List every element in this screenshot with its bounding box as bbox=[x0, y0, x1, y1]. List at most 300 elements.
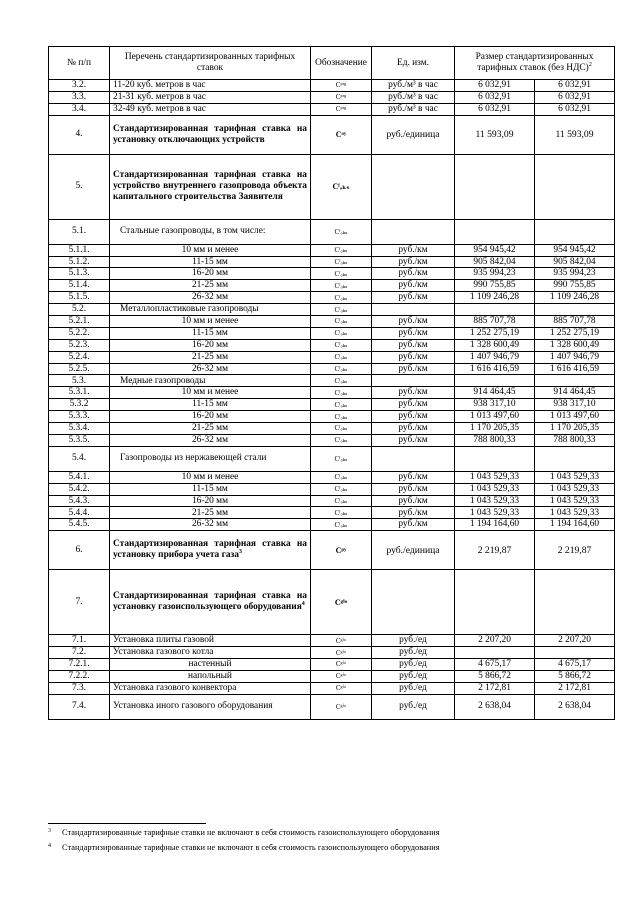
row-value-2: 1 043 529,33 bbox=[535, 495, 615, 507]
row-number: 5.4. bbox=[49, 446, 110, 471]
row-value-2: 1 043 529,33 bbox=[535, 483, 615, 495]
footnote-text: Стандартизированные тарифные ставки не включают в себя стоимость газоиспользующего оборудования bbox=[62, 828, 440, 837]
row-number: 5.1.5. bbox=[49, 292, 110, 304]
row-value-2: 6 032,91 bbox=[535, 103, 615, 115]
row-name bbox=[110, 423, 311, 435]
row-number: 7.1. bbox=[49, 635, 110, 647]
row-name-text: 16-20 мм bbox=[191, 495, 229, 506]
row-designation: Cᶠₒₖₛ bbox=[311, 471, 372, 483]
table-row bbox=[49, 316, 615, 328]
table-row bbox=[49, 423, 615, 435]
row-unit: руб./км bbox=[372, 339, 455, 351]
header-designation: Обозначение bbox=[311, 47, 372, 80]
table-row bbox=[49, 154, 615, 219]
row-number: 3.4. bbox=[49, 103, 110, 115]
table-row bbox=[49, 694, 615, 719]
row-value-1 bbox=[455, 375, 535, 387]
row-number: 5.2.3. bbox=[49, 339, 110, 351]
row-name bbox=[110, 363, 311, 375]
row-number: 5.2.4. bbox=[49, 351, 110, 363]
row-value-2: 938 317,10 bbox=[535, 399, 615, 411]
row-value-1: 1 043 529,33 bbox=[455, 471, 535, 483]
table-row bbox=[49, 411, 615, 423]
row-number: 5.4.5. bbox=[49, 519, 110, 531]
table-header-row bbox=[49, 47, 615, 80]
row-unit: руб./км bbox=[372, 292, 455, 304]
table-row bbox=[49, 495, 615, 507]
row-name-text: 10 мм и менее bbox=[181, 244, 239, 255]
row-unit bbox=[372, 154, 455, 219]
row-designation: Cᵒʸ bbox=[311, 115, 372, 154]
row-designation: Cᵍⁱᵒ bbox=[311, 635, 372, 647]
row-name bbox=[110, 635, 311, 647]
row-value-2 bbox=[535, 647, 615, 659]
row-name bbox=[110, 670, 311, 682]
row-value-1: 905 842,04 bbox=[455, 256, 535, 268]
row-unit: руб./ед bbox=[372, 682, 455, 694]
row-designation: Cᶠₒₖₛ bbox=[311, 495, 372, 507]
table-row bbox=[49, 375, 615, 387]
row-designation: Cᶠₒₖₛ bbox=[311, 316, 372, 328]
row-value-1: 1 043 529,33 bbox=[455, 495, 535, 507]
row-number: 7.2.1. bbox=[49, 659, 110, 671]
row-unit: руб./км bbox=[372, 423, 455, 435]
row-value-1: 6 032,91 bbox=[455, 103, 535, 115]
row-designation: Cᶠₒₖₛ bbox=[311, 256, 372, 268]
row-designation: Cᶠₒₖₛ bbox=[311, 411, 372, 423]
row-name-text: 10 мм и менее bbox=[181, 471, 239, 482]
row-number: 5.4.3. bbox=[49, 495, 110, 507]
table-row bbox=[49, 219, 615, 244]
row-number: 5.4.2. bbox=[49, 483, 110, 495]
row-name bbox=[110, 351, 311, 363]
row-value-1 bbox=[455, 647, 535, 659]
row-name bbox=[110, 316, 311, 328]
footnote-mark: 3 bbox=[239, 549, 242, 556]
row-designation: Cᵖʳᵍ bbox=[311, 103, 372, 115]
table-row bbox=[49, 80, 615, 92]
row-designation: Cᶠₒₖₛ bbox=[311, 280, 372, 292]
row-number: 5.2.2. bbox=[49, 327, 110, 339]
header-size bbox=[455, 47, 615, 80]
row-value-2: 2 172,81 bbox=[535, 682, 615, 694]
row-value-2: 1 328 600,49 bbox=[535, 339, 615, 351]
row-name-text: 16-20 мм bbox=[191, 339, 229, 350]
table-row bbox=[49, 268, 615, 280]
row-name-text: 21-25 мм bbox=[191, 280, 229, 291]
row-name-text: 10 мм и менее bbox=[181, 387, 239, 398]
row-value-2: 954 945,42 bbox=[535, 244, 615, 256]
table-row bbox=[49, 647, 615, 659]
row-value-2: 935 994,23 bbox=[535, 268, 615, 280]
row-name-text: 11-15 мм bbox=[192, 399, 228, 410]
row-value-2: 5 866,72 bbox=[535, 670, 615, 682]
table-row bbox=[49, 339, 615, 351]
table-row bbox=[49, 682, 615, 694]
table-row bbox=[49, 91, 615, 103]
row-number: 3.2. bbox=[49, 80, 110, 92]
row-unit: руб./км bbox=[372, 280, 455, 292]
row-number: 5.1.1. bbox=[49, 244, 110, 256]
row-number: 3.3. bbox=[49, 91, 110, 103]
row-designation: Cᶠₒₖₛ bbox=[311, 244, 372, 256]
row-value-1: 938 317,10 bbox=[455, 399, 535, 411]
row-unit: руб./м³ в час bbox=[372, 91, 455, 103]
row-unit: руб./ед bbox=[372, 694, 455, 719]
table-row bbox=[49, 531, 615, 570]
row-name-text: 21-25 мм bbox=[191, 507, 229, 518]
row-designation: Cᶠₒₖₛ bbox=[311, 363, 372, 375]
row-number: 5.3.5. bbox=[49, 434, 110, 446]
row-designation: Cᵍⁱᵒ bbox=[311, 659, 372, 671]
row-number: 7. bbox=[49, 570, 110, 635]
row-name bbox=[110, 570, 311, 635]
row-designation: Cᶠₒₖₛ bbox=[311, 387, 372, 399]
row-unit: руб./км bbox=[372, 316, 455, 328]
row-value-2: 914 464,45 bbox=[535, 387, 615, 399]
table-row bbox=[49, 304, 615, 316]
row-name bbox=[110, 103, 311, 115]
row-unit: руб./км bbox=[372, 327, 455, 339]
row-name bbox=[110, 471, 311, 483]
table-row bbox=[49, 635, 615, 647]
row-value-1: 6 032,91 bbox=[455, 91, 535, 103]
row-name bbox=[110, 327, 311, 339]
row-number: 5.2. bbox=[49, 304, 110, 316]
row-value-1: 2 638,04 bbox=[455, 694, 535, 719]
row-value-2: 2 207,20 bbox=[535, 635, 615, 647]
row-value-1: 1 407 946,79 bbox=[455, 351, 535, 363]
row-number: 5.3.1. bbox=[49, 387, 110, 399]
row-name bbox=[110, 304, 311, 316]
row-unit: руб./м³ в час bbox=[372, 80, 455, 92]
row-designation: Cᶠₒₖₛ bbox=[311, 399, 372, 411]
row-designation: Cᶠₒₖₛ bbox=[311, 154, 372, 219]
row-designation: Cᶠₒₖₛ bbox=[311, 339, 372, 351]
row-name-text: 21-31 куб. метров в час bbox=[113, 91, 206, 102]
row-unit: руб./км bbox=[372, 351, 455, 363]
row-number: 7.2. bbox=[49, 647, 110, 659]
row-unit: руб./км bbox=[372, 363, 455, 375]
row-value-1: 4 675,17 bbox=[455, 659, 535, 671]
row-name bbox=[110, 375, 311, 387]
row-value-2: 1 170 205,35 bbox=[535, 423, 615, 435]
row-value-1: 954 945,42 bbox=[455, 244, 535, 256]
row-value-2: 1 043 529,33 bbox=[535, 507, 615, 519]
row-value-1: 1 328 600,49 bbox=[455, 339, 535, 351]
row-value-1 bbox=[455, 304, 535, 316]
row-value-1: 1 013 497,60 bbox=[455, 411, 535, 423]
table-row bbox=[49, 659, 615, 671]
row-value-2 bbox=[535, 154, 615, 219]
row-name-text: 16-20 мм bbox=[191, 268, 229, 279]
table-row bbox=[49, 434, 615, 446]
row-unit: руб./м³ в час bbox=[372, 103, 455, 115]
row-name-text: 32-49 куб. метров в час bbox=[113, 103, 206, 114]
row-number: 5.2.1. bbox=[49, 316, 110, 328]
row-name-text: 21-25 мм bbox=[191, 423, 229, 434]
row-value-2 bbox=[535, 570, 615, 635]
row-name-text: Газопроводы из нержавеющей стали bbox=[120, 453, 267, 464]
row-name bbox=[110, 519, 311, 531]
row-value-1: 5 866,72 bbox=[455, 670, 535, 682]
row-designation: Cᶠₒₖₛ bbox=[311, 292, 372, 304]
row-value-1 bbox=[455, 154, 535, 219]
row-number: 5.1.3. bbox=[49, 268, 110, 280]
row-value-1 bbox=[455, 570, 535, 635]
row-value-2: 1 252 275,19 bbox=[535, 327, 615, 339]
header-name: Перечень стандартизированных тарифных ставок bbox=[110, 47, 311, 80]
row-name-text: напольный bbox=[188, 670, 232, 681]
row-name bbox=[110, 80, 311, 92]
row-name-text: настенный bbox=[188, 659, 232, 670]
row-unit bbox=[372, 375, 455, 387]
row-designation: Cᶠₒₖₛ bbox=[311, 507, 372, 519]
row-name bbox=[110, 91, 311, 103]
row-unit: руб./км bbox=[372, 256, 455, 268]
row-value-2: 990 755,85 bbox=[535, 280, 615, 292]
row-number: 5.3.3. bbox=[49, 411, 110, 423]
row-value-2: 905 842,04 bbox=[535, 256, 615, 268]
row-designation: Cᶠₒₖₛ bbox=[311, 483, 372, 495]
row-name bbox=[110, 115, 311, 154]
row-name-text: 21-25 мм bbox=[191, 351, 229, 362]
row-number: 5.3.2 bbox=[49, 399, 110, 411]
row-value-1: 11 593,09 bbox=[455, 115, 535, 154]
row-unit: руб./км bbox=[372, 399, 455, 411]
row-name bbox=[110, 399, 311, 411]
row-name-text: Медные газопроводы bbox=[120, 375, 206, 386]
row-value-1 bbox=[455, 219, 535, 244]
row-value-1: 6 032,91 bbox=[455, 80, 535, 92]
row-value-2: 1 616 416,59 bbox=[535, 363, 615, 375]
row-value-1: 2 219,87 bbox=[455, 531, 535, 570]
table-row bbox=[49, 519, 615, 531]
row-name bbox=[110, 268, 311, 280]
row-designation: Cᵍⁱᵒ bbox=[311, 670, 372, 682]
row-number: 5.4.1. bbox=[49, 471, 110, 483]
row-unit: руб./км bbox=[372, 268, 455, 280]
header-size-footnote-mark: 2 bbox=[588, 61, 592, 68]
row-name-text: Установка газового котла bbox=[113, 647, 214, 658]
tariff-table bbox=[48, 46, 615, 720]
row-unit: руб./км bbox=[372, 411, 455, 423]
row-value-1: 788 800,33 bbox=[455, 434, 535, 446]
row-name-text: Установка плиты газовой bbox=[113, 635, 214, 646]
table-row bbox=[49, 256, 615, 268]
footnote-mark: 4 bbox=[301, 601, 305, 608]
row-unit bbox=[372, 304, 455, 316]
row-unit: руб./ед bbox=[372, 670, 455, 682]
row-value-1: 1 043 529,33 bbox=[455, 483, 535, 495]
row-value-1: 990 755,85 bbox=[455, 280, 535, 292]
row-name-text: Стальные газопроводы, в том числе: bbox=[120, 226, 266, 237]
row-name bbox=[110, 434, 311, 446]
row-unit: руб./км bbox=[372, 434, 455, 446]
row-value-1: 2 172,81 bbox=[455, 682, 535, 694]
row-value-1: 1 252 275,19 bbox=[455, 327, 535, 339]
row-unit: руб./км bbox=[372, 495, 455, 507]
table-row bbox=[49, 471, 615, 483]
row-name-text: 11-15 мм bbox=[192, 327, 228, 338]
row-unit: руб./км bbox=[372, 483, 455, 495]
row-unit: руб./единица bbox=[372, 531, 455, 570]
row-designation: Cᶠₒₖₛ bbox=[311, 219, 372, 244]
row-number: 6. bbox=[49, 531, 110, 570]
table-row bbox=[49, 507, 615, 519]
row-unit: руб./км bbox=[372, 244, 455, 256]
row-number: 5.4.4. bbox=[49, 507, 110, 519]
row-number: 5.2.5. bbox=[49, 363, 110, 375]
footnote-separator bbox=[48, 823, 206, 824]
row-value-1: 885 707,78 bbox=[455, 316, 535, 328]
footnote-3 bbox=[48, 828, 440, 837]
row-name-text: Стандартизированная тарифная ставка на установку прибора учета газа bbox=[113, 539, 307, 561]
row-name bbox=[110, 659, 311, 671]
row-value-2: 2 219,87 bbox=[535, 531, 615, 570]
row-designation: Cᶠₒₖₛ bbox=[311, 351, 372, 363]
row-name bbox=[110, 219, 311, 244]
table-row bbox=[49, 363, 615, 375]
row-unit: руб./ед bbox=[372, 635, 455, 647]
row-value-2: 6 032,91 bbox=[535, 91, 615, 103]
row-name bbox=[110, 256, 311, 268]
row-number: 5. bbox=[49, 154, 110, 219]
row-name bbox=[110, 244, 311, 256]
row-designation: Cᵍⁱᵒ bbox=[311, 682, 372, 694]
row-value-1 bbox=[455, 446, 535, 471]
table-row bbox=[49, 351, 615, 363]
row-value-2 bbox=[535, 219, 615, 244]
row-designation: Cᵖʸ bbox=[311, 531, 372, 570]
row-value-1: 1 170 205,35 bbox=[455, 423, 535, 435]
row-number: 7.2.2. bbox=[49, 670, 110, 682]
row-name-text: Установка иного газового оборудования bbox=[113, 701, 273, 712]
row-value-2: 1 013 497,60 bbox=[535, 411, 615, 423]
row-unit: руб./км bbox=[372, 519, 455, 531]
row-number: 5.1.4. bbox=[49, 280, 110, 292]
row-value-2 bbox=[535, 375, 615, 387]
row-unit: руб./единица bbox=[372, 115, 455, 154]
row-designation: Cᵍⁱᵒ bbox=[311, 570, 372, 635]
footnote-text: Стандартизированные тарифные ставки не включают в себя стоимость газоиспользующего оборудования bbox=[62, 843, 440, 852]
row-unit bbox=[372, 446, 455, 471]
row-designation: Cᶠₒₖₛ bbox=[311, 268, 372, 280]
row-name bbox=[110, 694, 311, 719]
row-value-2: 1 194 164,60 bbox=[535, 519, 615, 531]
row-designation: Cᶠₒₖₛ bbox=[311, 446, 372, 471]
row-designation: Cᵍⁱᵒ bbox=[311, 694, 372, 719]
row-designation: Cᶠₒₖₛ bbox=[311, 423, 372, 435]
row-name bbox=[110, 483, 311, 495]
row-name-text: 26-32 мм bbox=[191, 363, 229, 374]
row-name bbox=[110, 280, 311, 292]
row-name bbox=[110, 411, 311, 423]
table-row bbox=[49, 670, 615, 682]
footnote-mark: 3 bbox=[48, 828, 51, 834]
row-name-text: 11-20 куб. метров в час bbox=[113, 80, 206, 91]
row-name bbox=[110, 292, 311, 304]
row-value-1: 1 109 246,28 bbox=[455, 292, 535, 304]
row-designation: Cᶠₒₖₛ bbox=[311, 519, 372, 531]
row-designation: Cᶠₒₖₛ bbox=[311, 375, 372, 387]
row-name bbox=[110, 495, 311, 507]
row-value-1: 1 194 164,60 bbox=[455, 519, 535, 531]
row-name bbox=[110, 339, 311, 351]
row-value-2 bbox=[535, 304, 615, 316]
row-designation: Cᵖʳᵍ bbox=[311, 91, 372, 103]
row-number: 5.3. bbox=[49, 375, 110, 387]
row-unit: руб./ед bbox=[372, 647, 455, 659]
row-name bbox=[110, 387, 311, 399]
row-name-text: 26-32 мм bbox=[191, 434, 229, 445]
row-designation: Cᶠₒₖₛ bbox=[311, 304, 372, 316]
row-designation: Cᵍⁱᵒ bbox=[311, 647, 372, 659]
row-value-2: 885 707,78 bbox=[535, 316, 615, 328]
row-value-1: 1 043 529,33 bbox=[455, 507, 535, 519]
row-value-1: 935 994,23 bbox=[455, 268, 535, 280]
table-row bbox=[49, 327, 615, 339]
row-designation: Cᶠₒₖₛ bbox=[311, 327, 372, 339]
row-value-1: 914 464,45 bbox=[455, 387, 535, 399]
row-unit bbox=[372, 570, 455, 635]
row-name bbox=[110, 154, 311, 219]
row-name-text: Стандартизированная тарифная ставка на установку газоиспользующего оборудования bbox=[113, 591, 307, 613]
row-value-2: 1 109 246,28 bbox=[535, 292, 615, 304]
row-name-text: 10 мм и менее bbox=[181, 316, 239, 327]
header-num: № п/п bbox=[49, 47, 110, 80]
row-value-2 bbox=[535, 446, 615, 471]
table-row bbox=[49, 244, 615, 256]
row-value-2: 4 675,17 bbox=[535, 659, 615, 671]
header-size-text: Размер стандартизированных тарифных ставок (без НДС) bbox=[475, 52, 594, 73]
row-number: 7.4. bbox=[49, 694, 110, 719]
row-value-2: 788 800,33 bbox=[535, 434, 615, 446]
row-name-text: Стандартизированная тарифная ставка на установку отключающих устройств bbox=[113, 123, 307, 145]
row-name bbox=[110, 531, 311, 570]
row-name bbox=[110, 446, 311, 471]
row-value-1: 2 207,20 bbox=[455, 635, 535, 647]
row-value-2: 2 638,04 bbox=[535, 694, 615, 719]
row-unit: руб./ед bbox=[372, 659, 455, 671]
row-unit: руб./км bbox=[372, 507, 455, 519]
row-name-text: 11-15 мм bbox=[192, 256, 228, 267]
row-number: 5.3.4. bbox=[49, 423, 110, 435]
row-number: 5.1.2. bbox=[49, 256, 110, 268]
table-row bbox=[49, 570, 615, 635]
row-name bbox=[110, 507, 311, 519]
row-unit: руб./км bbox=[372, 387, 455, 399]
header-unit: Ед. изм. bbox=[372, 47, 455, 80]
table-row bbox=[49, 292, 615, 304]
table-row bbox=[49, 387, 615, 399]
row-unit: руб./км bbox=[372, 471, 455, 483]
row-name-text: 11-15 мм bbox=[192, 483, 228, 494]
footnote-mark: 4 bbox=[48, 843, 51, 849]
row-value-2: 6 032,91 bbox=[535, 80, 615, 92]
row-name bbox=[110, 682, 311, 694]
table-row bbox=[49, 103, 615, 115]
row-name-text: Установка газового конвектора bbox=[113, 682, 237, 693]
table-row bbox=[49, 399, 615, 411]
row-number: 7.3. bbox=[49, 682, 110, 694]
row-designation: Cᵖʳᵍ bbox=[311, 80, 372, 92]
row-name-text: 16-20 мм bbox=[191, 411, 229, 422]
row-name-text: 26-32 мм bbox=[191, 292, 229, 303]
row-value-2: 1 407 946,79 bbox=[535, 351, 615, 363]
table-row bbox=[49, 115, 615, 154]
table-row bbox=[49, 483, 615, 495]
